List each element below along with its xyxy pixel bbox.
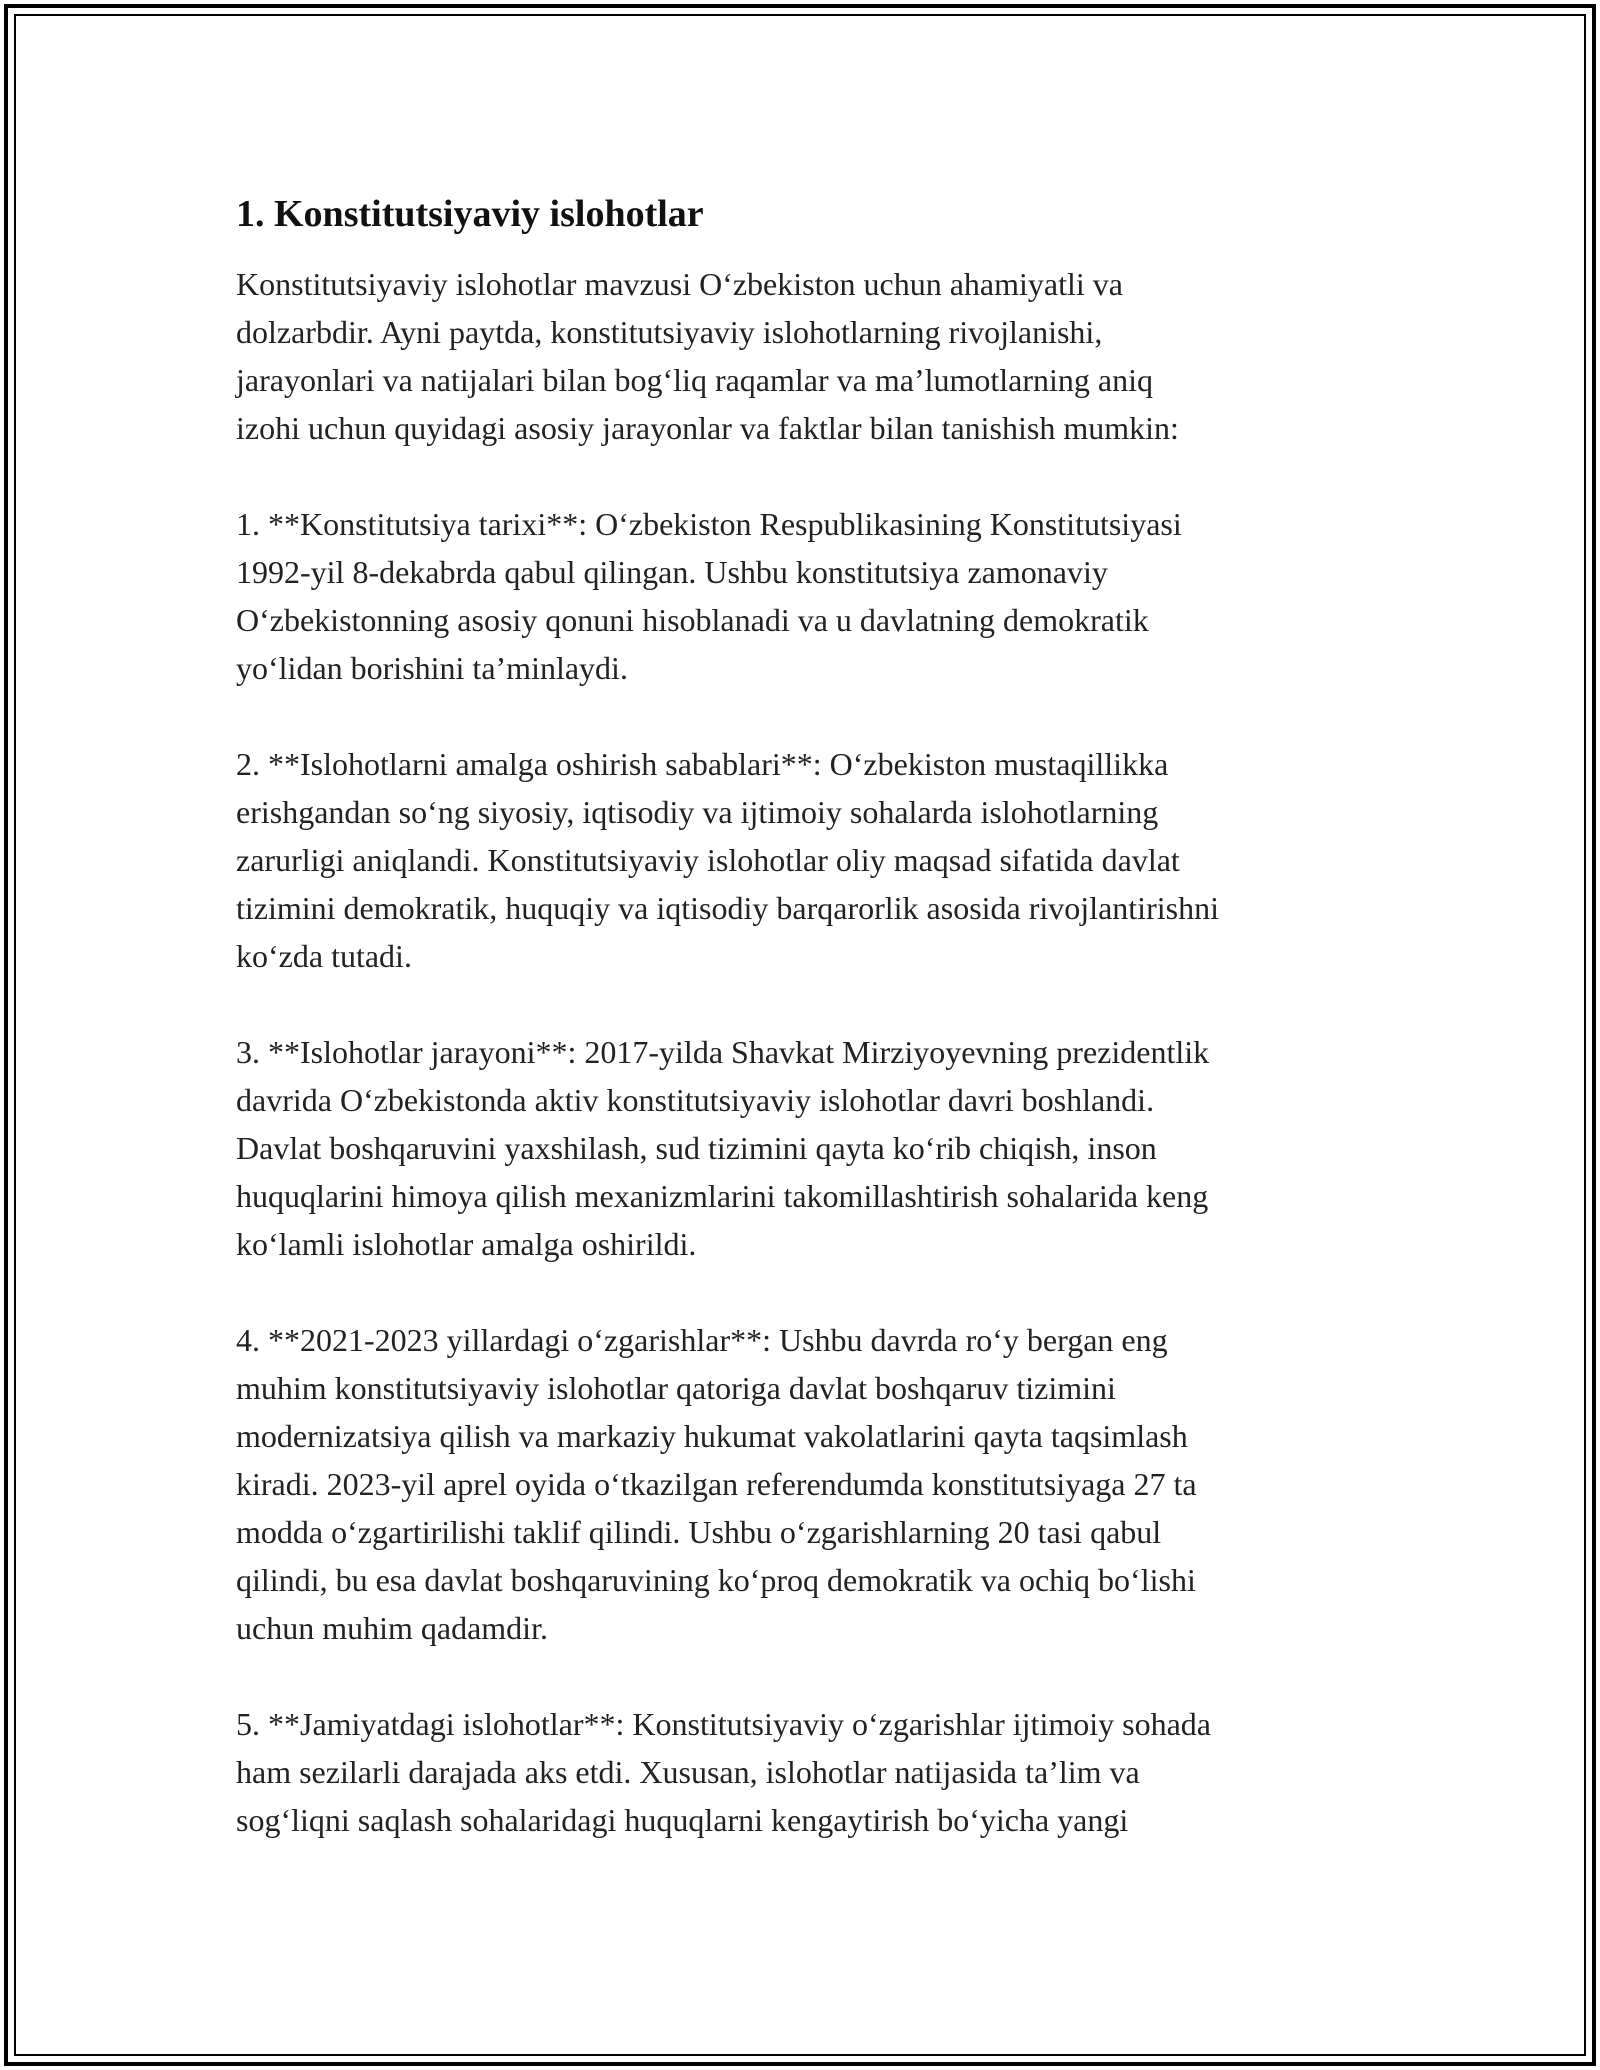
- document-body: [236, 186, 1366, 1892]
- text-line: 1. **Konstitutsiya tarixi**: O‘zbekiston Respublikasining Konstitutsiyasi: [236, 506, 1182, 542]
- text-line: yo‘lidan borishini ta’minlaydi.: [236, 650, 628, 686]
- text-line: 1992-yil 8-dekabrda qabul qilingan. Ushbu konstitutsiya zamonaviy: [236, 554, 1108, 590]
- text-line: kiradi. 2023-yil aprel oyida o‘tkazilgan referendumda konstitutsiyaga 27 ta: [236, 1466, 1197, 1502]
- text-line: izohi uchun quyidagi asosiy jarayonlar va faktlar bilan tanishish mumkin:: [236, 410, 1179, 446]
- text-line: 2. **Islohotlarni amalga oshirish sabablari**: O‘zbekiston mustaqillikka: [236, 746, 1169, 782]
- paragraph-item-2: [236, 740, 1366, 980]
- text-line: sog‘liqni saqlash sohalaridagi huquqlarni kengaytirish bo‘yicha yangi: [236, 1802, 1129, 1838]
- text-line: muhim konstitutsiyaviy islohotlar qatoriga davlat boshqaruv tizimini: [236, 1370, 1116, 1406]
- text-line: O‘zbekistonning asosiy qonuni hisoblanadi va u davlatning demokratik: [236, 602, 1149, 638]
- text-line: huquqlarini himoya qilish mexanizmlarini takomillashtirish sohalarida keng: [236, 1178, 1209, 1214]
- text-line: ham sezilarli darajada aks etdi. Xususan, islohotlar natijasida ta’lim va: [236, 1754, 1140, 1790]
- text-line: jarayonlari va natijalari bilan bog‘liq raqamlar va ma’lumotlarning aniq: [236, 362, 1153, 398]
- text-line: dolzarbdir. Ayni paytda, konstitutsiyaviy islohotlarning rivojlanishi,: [236, 314, 1103, 350]
- text-line: 4. **2021-2023 yillardagi o‘zgarishlar**: Ushbu davrda ro‘y bergan eng: [236, 1322, 1168, 1358]
- text-line: 3. **Islohotlar jarayoni**: 2017-yilda Shavkat Mirziyoyevning prezidentlik: [236, 1034, 1210, 1070]
- text-line: modernizatsiya qilish va markaziy hukumat vakolatlarini qayta taqsimlash: [236, 1418, 1188, 1454]
- text-line: ko‘zda tutadi.: [236, 938, 412, 974]
- text-line: Konstitutsiyaviy islohotlar mavzusi O‘zbekiston uchun ahamiyatli va: [236, 266, 1123, 302]
- text-line: modda o‘zgartirilishi taklif qilindi. Ushbu o‘zgarishlarning 20 tasi qabul: [236, 1514, 1162, 1550]
- text-line: ko‘lamli islohotlar amalga oshirildi.: [236, 1226, 697, 1262]
- paragraph-item-4: [236, 1316, 1366, 1652]
- paragraph-item-3: [236, 1028, 1366, 1268]
- paragraph-item-5: [236, 1700, 1366, 1844]
- text-line: Davlat boshqaruvini yaxshilash, sud tizimini qayta ko‘rib chiqish, inson: [236, 1130, 1157, 1166]
- text-line: erishgandan so‘ng siyosiy, iqtisodiy va ijtimoiy sohalarda islohotlarning: [236, 794, 1159, 830]
- text-line: 5. **Jamiyatdagi islohotlar**: Konstitutsiyaviy o‘zgarishlar ijtimoiy sohada: [236, 1706, 1211, 1742]
- paragraph-item-1: [236, 500, 1366, 692]
- text-line: davrida O‘zbekistonda aktiv konstitutsiyaviy islohotlar davri boshlandi.: [236, 1082, 1155, 1118]
- document-title: 1. Konstitutsiyaviy islohotlar: [236, 193, 704, 235]
- text-line: zarurligi aniqlandi. Konstitutsiyaviy islohotlar oliy maqsad sifatida davlat: [236, 842, 1180, 878]
- text-line: uchun muhim qadamdir.: [236, 1610, 548, 1646]
- text-line: qilindi, bu esa davlat boshqaruvining ko‘proq demokratik va ochiq bo‘lishi: [236, 1562, 1196, 1598]
- text-line: tizimini demokratik, huquqiy va iqtisodiy barqarorlik asosida rivojlantirishni: [236, 890, 1219, 926]
- paragraph-intro: [236, 260, 1366, 452]
